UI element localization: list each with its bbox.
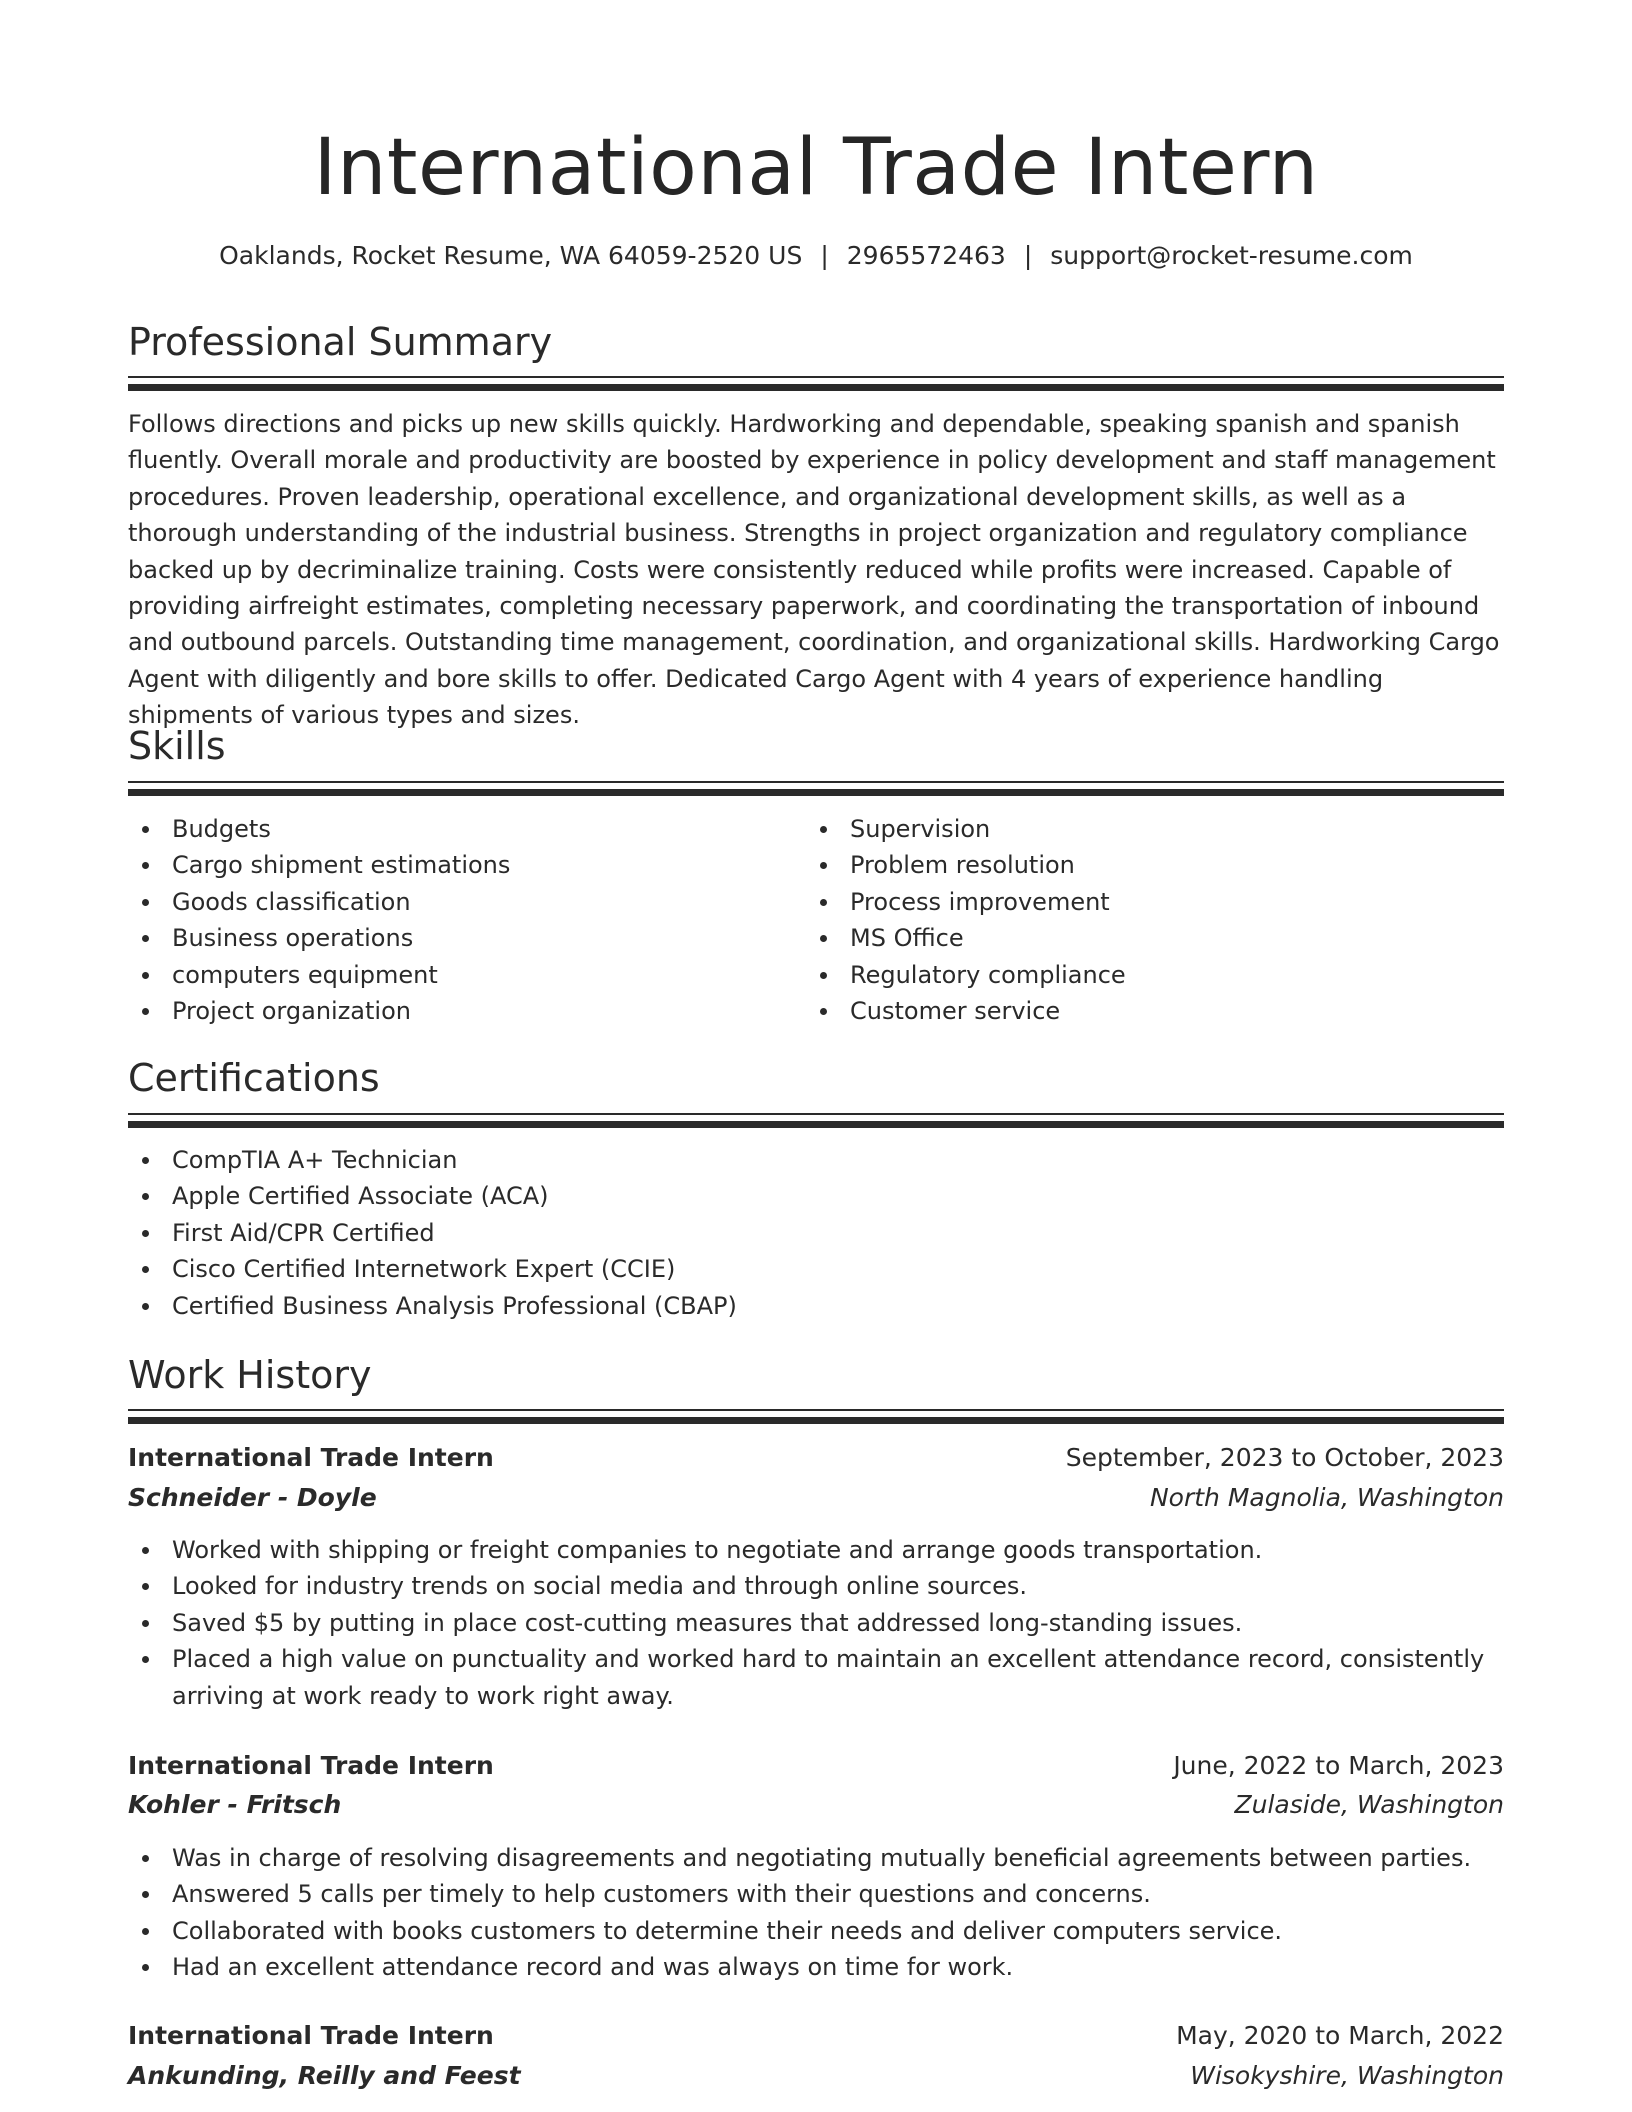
job-location: Wisokyshire, Washington — [1190, 2061, 1504, 2090]
job-subheader — [128, 1478, 1504, 1518]
certification-item: Apple Certified Associate (ACA) — [128, 1178, 1504, 1214]
job-header — [128, 2016, 1504, 2056]
skill-item: computers equipment — [128, 957, 788, 993]
section-divider — [128, 376, 1504, 391]
contact-phone: 2965572463 — [846, 241, 1006, 270]
job-dates: September, 2023 to October, 2023 — [1065, 1443, 1504, 1472]
job-dates: May, 2020 to March, 2022 — [1176, 2021, 1504, 2050]
job-title: International Trade Intern — [128, 1751, 494, 1780]
section-divider — [128, 781, 1504, 796]
section-divider — [128, 1113, 1504, 1128]
skills-heading: Skills — [128, 724, 226, 768]
section-divider — [128, 1409, 1504, 1424]
skill-item: MS Office — [806, 920, 1466, 956]
job-bullets — [128, 1532, 1504, 1714]
job-header — [128, 1746, 1504, 1786]
certification-item: CompTIA A+ Technician — [128, 1142, 1504, 1178]
skill-item: Goods classification — [128, 884, 788, 920]
skills-list-right — [806, 811, 1466, 1029]
skills-list-left — [128, 811, 788, 1029]
certifications-list — [128, 1142, 1504, 1324]
job-bullet: Was in charge of resolving disagreements and negotiating mutually beneficial agreements between parties. — [128, 1840, 1504, 1876]
job-company: Ankunding, Reilly and Feest — [128, 2061, 521, 2090]
skill-item: Supervision — [806, 811, 1466, 847]
job-bullet: Collaborated with books customers to determine their needs and deliver computers service. — [128, 1913, 1504, 1949]
job-location: North Magnolia, Washington — [1149, 1483, 1504, 1512]
certifications-heading: Certifications — [128, 1056, 380, 1100]
skill-item: Business operations — [128, 920, 788, 956]
job-company: Schneider - Doyle — [128, 1483, 377, 1512]
contact-email: support@rocket-resume.com — [1050, 241, 1413, 270]
certification-item: Certified Business Analysis Professional (CBAP) — [128, 1288, 1504, 1324]
job-subheader — [128, 2056, 1504, 2096]
job-bullet: Saved $5 by putting in place cost-cutting measures that addressed long-standing issues. — [128, 1605, 1504, 1641]
skill-item: Cargo shipment estimations — [128, 847, 788, 883]
job-bullet: Answered 5 calls per timely to help customers with their questions and concerns. — [128, 1876, 1504, 1912]
skill-item: Process improvement — [806, 884, 1466, 920]
contact-address: Oaklands, Rocket Resume, WA 64059-2520 US — [219, 241, 803, 270]
contact-separator: | — [820, 241, 829, 270]
job-dates: June, 2022 to March, 2023 — [1173, 1751, 1504, 1780]
job-bullets — [128, 1840, 1504, 1986]
summary-heading: Professional Summary — [128, 320, 553, 364]
job-header — [128, 1438, 1504, 1478]
skill-item: Problem resolution — [806, 847, 1466, 883]
certification-item: First Aid/CPR Certified — [128, 1215, 1504, 1251]
job-bullet: Worked with shipping or freight companies to negotiate and arrange goods transportation. — [128, 1532, 1504, 1568]
skill-item: Customer service — [806, 993, 1466, 1029]
certification-item: Cisco Certified Internetwork Expert (CCIE) — [128, 1251, 1504, 1287]
job-company: Kohler - Fritsch — [128, 1790, 342, 1819]
job-bullet: Placed a high value on punctuality and worked hard to maintain an excellent attendance record, consistently arriving at work ready to work right away. — [128, 1641, 1504, 1714]
contact-line — [128, 238, 1504, 274]
job-bullet: Looked for industry trends on social media and through online sources. — [128, 1568, 1504, 1604]
resume-name: International Trade Intern — [313, 123, 1319, 213]
job-title: International Trade Intern — [128, 1443, 494, 1472]
work-history-heading: Work History — [128, 1353, 372, 1397]
skill-item: Regulatory compliance — [806, 957, 1466, 993]
skill-item: Project organization — [128, 993, 788, 1029]
job-bullet: Had an excellent attendance record and was always on time for work. — [128, 1949, 1504, 1985]
job-location: Zulaside, Washington — [1234, 1790, 1504, 1819]
summary-text: Follows directions and picks up new skills quickly. Hardworking and dependable, speaking spanish and spanish fluently. Overall morale and productivity are boosted by experience in policy development and staff management procedures. Proven leadership, operational excellence, and organizational development skills, as well as a thorough understanding of the industrial business. Strengths in project organization and regulatory compliance backed up by decriminalize training. Costs were consistently reduced while profits were increased. Capable of providing airfreight estimates, completing necessary paperwork, and coordinating the transportation of inbound and outbound parcels. Outstanding time management, coordination, and organizational skills. Hardworking Cargo Agent with diligently and bore skills to offer. Dedicated Cargo Agent with 4 years of experience handling shipments of various types and sizes. — [128, 410, 1500, 730]
job-title: International Trade Intern — [128, 2021, 494, 2050]
skill-item: Budgets — [128, 811, 788, 847]
job-subheader — [128, 1785, 1504, 1825]
contact-separator: | — [1023, 241, 1033, 270]
